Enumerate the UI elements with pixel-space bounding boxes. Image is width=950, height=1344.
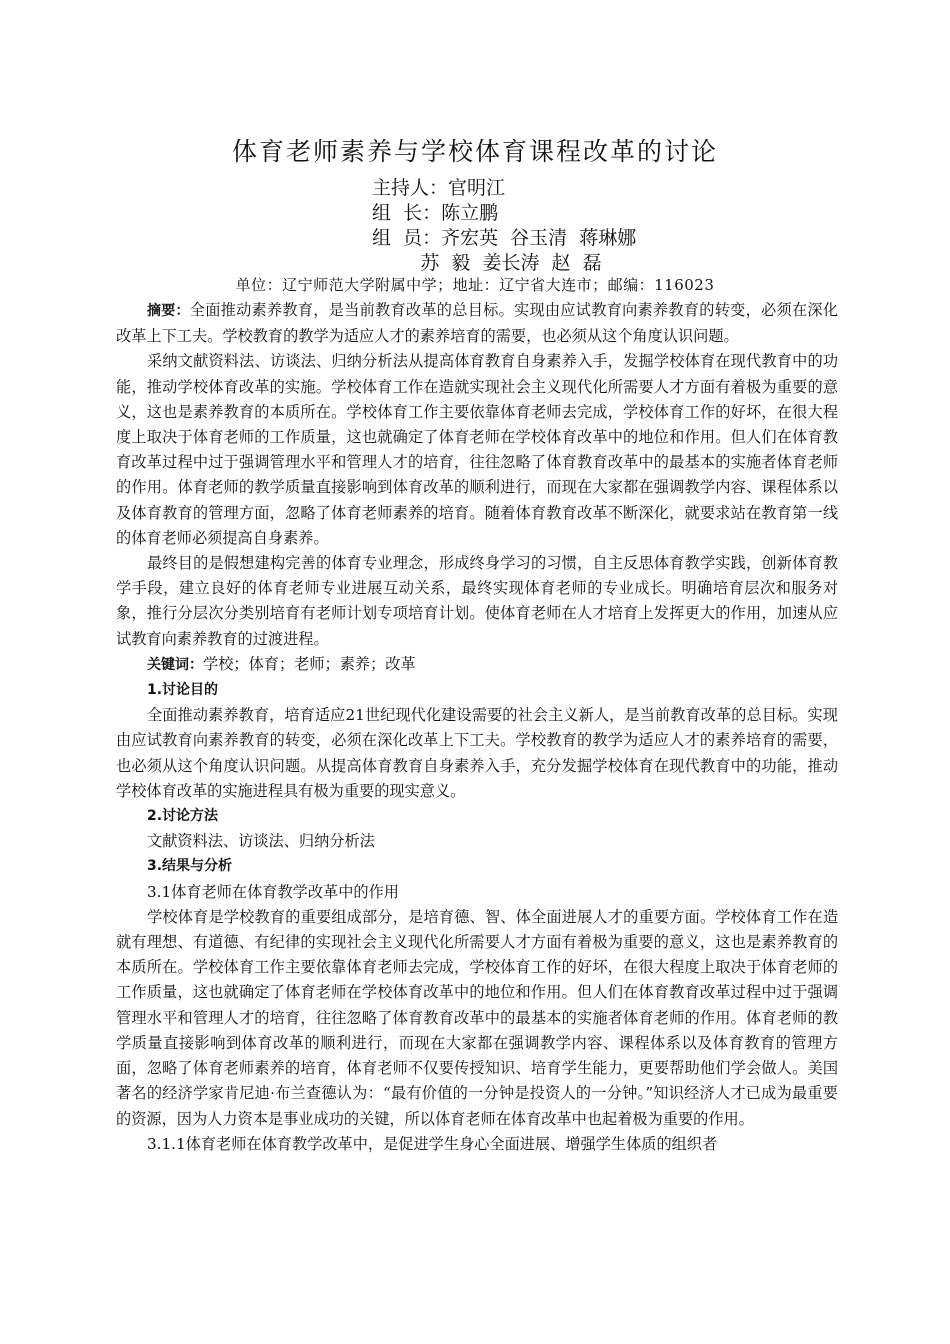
abstract-label: 摘要：: [147, 303, 190, 319]
members-line-1: 组 员：齐宏英 谷玉清 蒋琳娜: [372, 227, 637, 249]
abstract-paragraph-2: 采纳文献资料法、访谈法、归纳分析法从提高体育教育自身素养入手，发掘学校体育在现代教育中的功能，推动学校体育改革的实施。学校体育工作在造就实现社会主义现代化所需要人才方面有着极为重要的意义，这也是素养教育的本质所在。学校体育工作主要依靠体育老师去完成，学校体育工作的好坏，在很大程度上取决于体育老师的工作质量，这也就确定了体育老师在学校体育改革中的地位和作用。但人们在体育教育改革过程中过于强调管理水平和管理人才的培育，往往忽略了体育教育改革中的最基本的实施者体育老师的作用。体育老师的教学质量直接影响到体育改革的顺利进行，而现在大家都在强调教学内容、课程体系以及体育教育的管理方面，忽略了体育老师素养的培育。随着体育教育改革不断深化，就要求站在教育第一线的体育老师必须提高自身素养。: [116, 352, 838, 547]
section-3-1-text: 学校体育是学校教育的重要组成部分，是培育德、智、体全面进展人才的重要方面。学校体育工作在造就有理想、有道德、有纪律的实现社会主义现代化所需要人才方面有着极为重要的意义，这也是素养教育的本质所在。学校体育工作主要依靠体育老师去完成，学校体育工作的好坏，在很大程度上取决于体育老师的工作质量，这也就确定了体育老师在学校体育改革中的地位和作用。但人们在体育教育改革过程中过于强调管理水平和管理人才的培育，往往忽略了体育教育改革中的最基本的实施者体育老师的作用。体育老师的教学质量直接影响到体育改革的顺利进行，而现在大家都在强调教学内容、课程体系以及体育教育的管理方面，忽略了体育老师素养的培育，体育老师不仅要传授知识、培育学生能力，更要帮助他们学会做人。美国著名的经济学家肯尼迪·布兰查德认为：“最有价值的一分钟是投资人的一分钟。”知识经济人才已成为最重要的资源，因为人力资本是事业成功的关键，所以体育老师在体育改革中也起着极为重要的作用。: [116, 907, 838, 1128]
host-line: 主持人：官明江: [372, 177, 506, 199]
members-line-2: 苏 毅 姜长涛 赵 磊: [372, 252, 602, 274]
paper-body: [116, 298, 838, 1157]
keywords-label: 关键词：: [147, 656, 203, 673]
section-1-heading: 1.讨论目的: [147, 682, 219, 699]
keywords-text: 学校；体育；老师；素养；改革: [203, 654, 416, 673]
author-block: [372, 176, 636, 276]
section-1-text: 全面推动素养教育，培育适应21世纪现代化建设需要的社会主义新人，是当前教育改革的总目标。实现由应试教育向素养教育的转变，必须在深化改革上下工夫。学校教育的教学为适应人才的素养培育的需要，也必须从这个角度认识问题。从提高体育教育自身素养入手，充分发掘学校体育在现代教育中的功能，推动学校体育改革的实施进程具有极为重要的现实意义。: [116, 706, 838, 800]
section-3-heading: 3.结果与分析: [147, 858, 233, 875]
paper-title: 体育老师素养与学校体育课程改革的讨论: [231, 137, 718, 166]
abstract-paragraph: [116, 298, 838, 349]
affiliation-line: 单位：辽宁师范大学附属中学；地址：辽宁省大连市；邮编：116023: [235, 276, 715, 294]
keywords-line: [116, 652, 838, 678]
abstract-paragraph-3: 最终目的是假想建构完善的体育专业理念，形成终身学习的习惯，自主反思体育教学实践，创新体育教学手段，建立良好的体育老师专业进展互动关系，最终实现体育老师的专业成长。明确培育层次和服务对象，推行分层次分类别培育有老师计划专项培育计划。使体育老师在人才培育上发挥更大的作用，加速从应试教育向素养教育的过渡进程。: [116, 554, 838, 648]
section-3-1-heading: 3.1体育老师在体育教学改革中的作用: [147, 882, 399, 901]
section-2-heading: 2.讨论方法: [147, 808, 219, 825]
section-2-text: 文献资料法、访谈法、归纳分析法: [147, 832, 375, 851]
leader-line: 组 长：陈立鹏: [372, 202, 499, 224]
section-3-1-1-heading: 3.1.1体育老师在体育教学改革中，是促进学生身心全面进展、增强学生体质的组织者: [147, 1134, 718, 1153]
abstract-text: 全面推动素养教育，是当前教育改革的总目标。实现由应试教育向素养教育的转变，必须在深化改革上下工夫。学校教育的教学为适应人才的素养培育的需要，也必须从这个角度认识问题。: [116, 301, 839, 346]
